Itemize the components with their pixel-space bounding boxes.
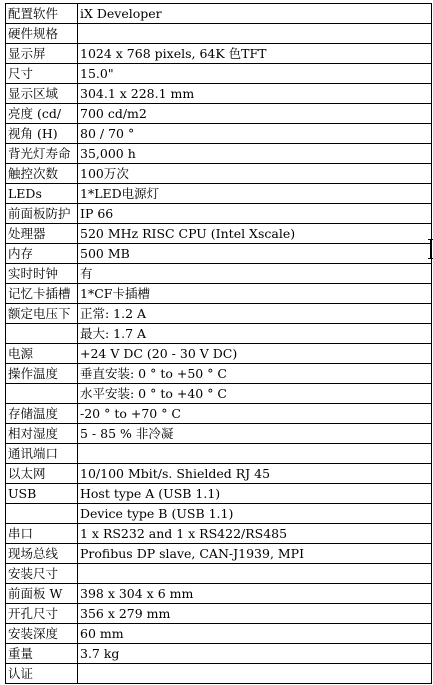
spec-row [6, 404, 432, 424]
spec-row [6, 184, 432, 204]
spec-row [6, 44, 432, 64]
spec-label-cell[interactable]: 现场总线 [6, 544, 78, 564]
spec-value-cell[interactable]: IP 66 [78, 204, 432, 224]
spec-label-cell[interactable]: 亮度 (cd/ [6, 104, 78, 124]
spec-label-cell[interactable]: 配置软件 [6, 4, 78, 24]
spec-label-cell[interactable]: 硬件规格 [6, 24, 78, 44]
spec-row [6, 604, 432, 624]
spec-value-cell[interactable]: 1 x RS232 and 1 x RS422/RS485 [78, 524, 432, 544]
spec-label-cell[interactable]: LEDs [6, 184, 78, 204]
spec-label-cell[interactable]: 记忆卡插槽 [6, 284, 78, 304]
spec-label-cell[interactable]: 实时时钟 [6, 264, 78, 284]
spec-row [6, 124, 432, 144]
spec-value-cell[interactable]: 304.1 x 228.1 mm [78, 84, 432, 104]
spec-row [6, 304, 432, 324]
spec-value-cell[interactable]: 15.0" [78, 64, 432, 84]
spec-label-cell[interactable]: 电源 [6, 344, 78, 364]
spec-value-cell[interactable]: 80 / 70 ° [78, 124, 432, 144]
spec-value-cell[interactable]: Profibus DP slave, CAN-J1939, MPI [78, 544, 432, 564]
spec-value-cell[interactable]: 60 mm [78, 624, 432, 644]
spec-label-cell[interactable]: 认证 [6, 664, 78, 684]
spec-row [6, 544, 432, 564]
spec-label-cell[interactable]: 前面板 W [6, 584, 78, 604]
spec-row [6, 384, 432, 404]
spec-value-cell[interactable]: 700 cd/m2 [78, 104, 432, 124]
spec-value-cell[interactable]: 500 MB [78, 244, 432, 264]
spec-label-cell[interactable]: 串口 [6, 524, 78, 544]
spec-value-cell[interactable]: 1*CF卡插槽 [78, 284, 432, 304]
spec-label-cell[interactable]: 安装深度 [6, 624, 78, 644]
spec-value-cell[interactable]: 356 x 279 mm [78, 604, 432, 624]
spec-label-cell[interactable]: 尺寸 [6, 64, 78, 84]
spec-label-cell[interactable]: 背光灯寿命 [6, 144, 78, 164]
spec-row [6, 84, 432, 104]
spec-value-cell[interactable] [78, 444, 432, 464]
spec-table [5, 3, 432, 684]
spec-row [6, 4, 432, 24]
spec-row [6, 624, 432, 644]
spec-row [6, 244, 432, 264]
spec-row [6, 284, 432, 304]
spec-row [6, 324, 432, 344]
spec-value-cell[interactable]: 520 MHz RISC CPU (Intel Xscale) [78, 224, 432, 244]
spec-label-cell[interactable]: 以太网 [6, 464, 78, 484]
spec-label-cell[interactable]: 重量 [6, 644, 78, 664]
spec-table-body [6, 4, 432, 684]
spec-label-cell[interactable]: 存储温度 [6, 404, 78, 424]
spec-value-cell[interactable] [78, 564, 432, 584]
spec-value-cell[interactable]: 35,000 h [78, 144, 432, 164]
spec-row [6, 64, 432, 84]
spec-row [6, 144, 432, 164]
spec-value-cell[interactable]: +24 V DC (20 - 30 V DC) [78, 344, 432, 364]
spec-row [6, 664, 432, 684]
spec-label-cell[interactable]: 安装尺寸 [6, 564, 78, 584]
spec-value-cell[interactable]: 1024 x 768 pixels, 64K 色TFT [78, 44, 432, 64]
spec-label-cell[interactable]: 额定电压下 [6, 304, 78, 324]
spec-value-cell[interactable]: 5 - 85 % 非冷凝 [78, 424, 432, 444]
spec-value-cell[interactable]: 10/100 Mbit/s. Shielded RJ 45 [78, 464, 432, 484]
spec-row [6, 264, 432, 284]
spec-value-cell[interactable]: -20 ° to +70 ° C [78, 404, 432, 424]
spec-row [6, 424, 432, 444]
spec-value-cell[interactable]: iX Developer [78, 4, 432, 24]
spec-value-cell[interactable]: Host type A (USB 1.1) [78, 484, 432, 504]
spec-row [6, 24, 432, 44]
spec-label-cell[interactable]: 开孔尺寸 [6, 604, 78, 624]
spec-row [6, 204, 432, 224]
spec-value-cell[interactable]: 水平安装: 0 ° to +40 ° C [78, 384, 432, 404]
spec-value-cell[interactable] [78, 664, 432, 684]
spec-label-cell[interactable]: USB [6, 484, 78, 504]
spec-value-cell[interactable]: 垂直安装: 0 ° to +50 ° C [78, 364, 432, 384]
spec-row [6, 344, 432, 364]
spec-row [6, 464, 432, 484]
spec-row [6, 524, 432, 544]
spec-row [6, 104, 432, 124]
spec-label-cell[interactable]: 通讯端口 [6, 444, 78, 464]
spec-label-cell[interactable]: 处理器 [6, 224, 78, 244]
spec-label-cell[interactable]: 内存 [6, 244, 78, 264]
spec-value-cell[interactable] [78, 24, 432, 44]
spec-row [6, 504, 432, 524]
spec-value-cell[interactable]: 正常: 1.2 A [78, 304, 432, 324]
spec-label-cell[interactable] [6, 504, 78, 524]
spec-row [6, 484, 432, 504]
spec-label-cell[interactable]: 显示区域 [6, 84, 78, 104]
spec-label-cell[interactable] [6, 384, 78, 404]
spec-label-cell[interactable]: 相对湿度 [6, 424, 78, 444]
spec-value-cell[interactable]: 100万次 [78, 164, 432, 184]
spec-row [6, 224, 432, 244]
spec-label-cell[interactable]: 显示屏 [6, 44, 78, 64]
spec-label-cell[interactable]: 触控次数 [6, 164, 78, 184]
spec-row [6, 164, 432, 184]
spec-row [6, 584, 432, 604]
spec-value-cell[interactable]: 最大: 1.7 A [78, 324, 432, 344]
spec-value-cell[interactable]: 398 x 304 x 6 mm [78, 584, 432, 604]
spec-label-cell[interactable]: 前面板防护 [6, 204, 78, 224]
spec-label-cell[interactable]: 操作温度 [6, 364, 78, 384]
text-cursor-icon [430, 239, 431, 259]
spec-label-cell[interactable]: 视角 (H) [6, 124, 78, 144]
spec-value-cell[interactable]: Device type B (USB 1.1) [78, 504, 432, 524]
spec-row [6, 564, 432, 584]
spec-label-cell[interactable] [6, 324, 78, 344]
spec-value-cell[interactable]: 有 [78, 264, 432, 284]
spec-row [6, 644, 432, 664]
spec-value-cell[interactable]: 3.7 kg [78, 644, 432, 664]
spec-row [6, 444, 432, 464]
spec-row [6, 364, 432, 384]
spec-value-cell[interactable]: 1*LED电源灯 [78, 184, 432, 204]
